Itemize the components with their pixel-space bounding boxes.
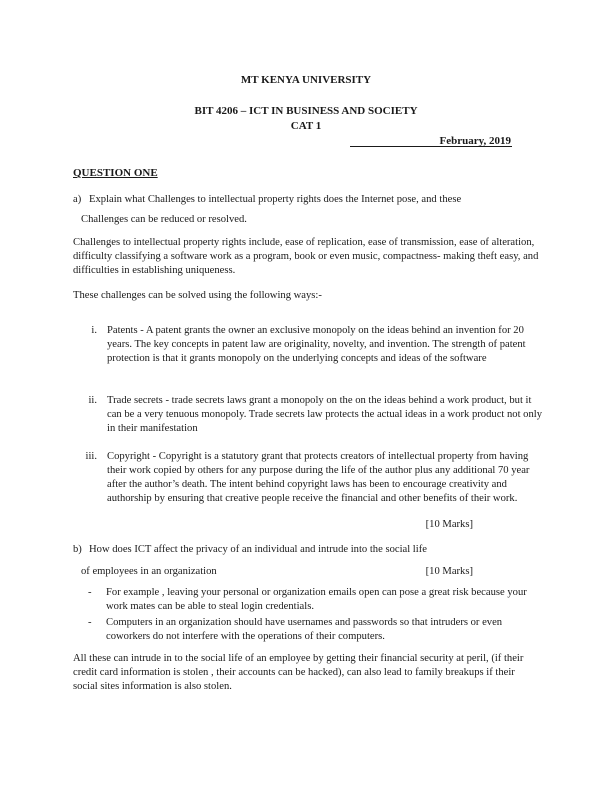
cat-label: CAT 1 xyxy=(290,120,322,132)
bullet-text: Computers in an organization should have usernames and passwords so that intruders or even coworkers do not interfere with the operations of their computers. xyxy=(106,617,503,642)
part-a-question-line1: Explain what Challenges to intellectual property rights does the Internet pose, and these xyxy=(89,194,462,205)
bullet-dash: - xyxy=(88,587,92,598)
exam-date: February, 2019 xyxy=(439,135,511,147)
list-item-text: Patents - A patent grants the owner an exclusive monopoly on the ideas behind an invention for 20 years. The key concepts in patent law are originality, novelty, and invention. The strength of patent protection is that it grants monopoly on the underlying concepts and ideas of the software xyxy=(107,325,526,364)
solutions-intro: These challenges can be solved using the following ways:- xyxy=(73,290,322,301)
bullet-dash: - xyxy=(88,617,92,628)
list-item-number: i. xyxy=(91,325,97,336)
course-title: BIT 4206 – ICT IN BUSINESS AND SOCIETY xyxy=(194,105,418,117)
part-b-question-line2: of employees in an organization xyxy=(81,566,217,577)
part-a-marks: [10 Marks] xyxy=(425,519,473,530)
part-b-marks: [10 Marks] xyxy=(425,566,473,577)
part-b-question-line1: How does ICT affect the privacy of an individual and intrude into the social life xyxy=(89,544,427,555)
part-b-conclusion: All these can intrude in to the social life of an employee by getting their financial security at peril, (if their credit card information is stolen , their accounts can be hacked), can also lead to family breakups if their social sites information is also stolen. xyxy=(73,653,524,692)
list-item-text: Trade secrets - trade secrets laws grant a monopoly on the on the ideas behind a work product, but it can be a very tenuous monopoly. Trade secrets law protects the actual ideas in a work product not only in their manifestation xyxy=(107,395,543,434)
question-one-heading: QUESTION ONE xyxy=(73,167,158,179)
list-item-number: iii. xyxy=(85,451,97,462)
part-a-question-line2: Challenges can be reduced or resolved. xyxy=(81,214,247,225)
list-item-text: Copyright - Copyright is a statutory grant that protects creators of intellectual property from having their work copied by others for any purpose during the life of the author plus any additional 70 year after the author’s death. The intent behind copyright laws has been to encourage creativity and authorship by ensuring that creative people receive the financial and other benefits of their work. xyxy=(107,451,530,504)
bullet-text: For example , leaving your personal or organization emails open can pose a great risk because your work mates can be able to steal login credentials. xyxy=(106,587,527,612)
header-rule xyxy=(350,146,512,147)
part-a-label: a) xyxy=(73,194,82,205)
university-title: MT KENYA UNIVERSITY xyxy=(240,74,372,86)
list-item-number: ii. xyxy=(88,395,97,406)
part-a-answer-intro: Challenges to intellectual property rights include, ease of replication, ease of transmission, ease of alteration, difficulty classifying a software work as a program, book or even music, compactness- making theft easy, and difficulties in establishing uniqueness. xyxy=(73,237,539,276)
part-b-label: b) xyxy=(73,544,82,555)
